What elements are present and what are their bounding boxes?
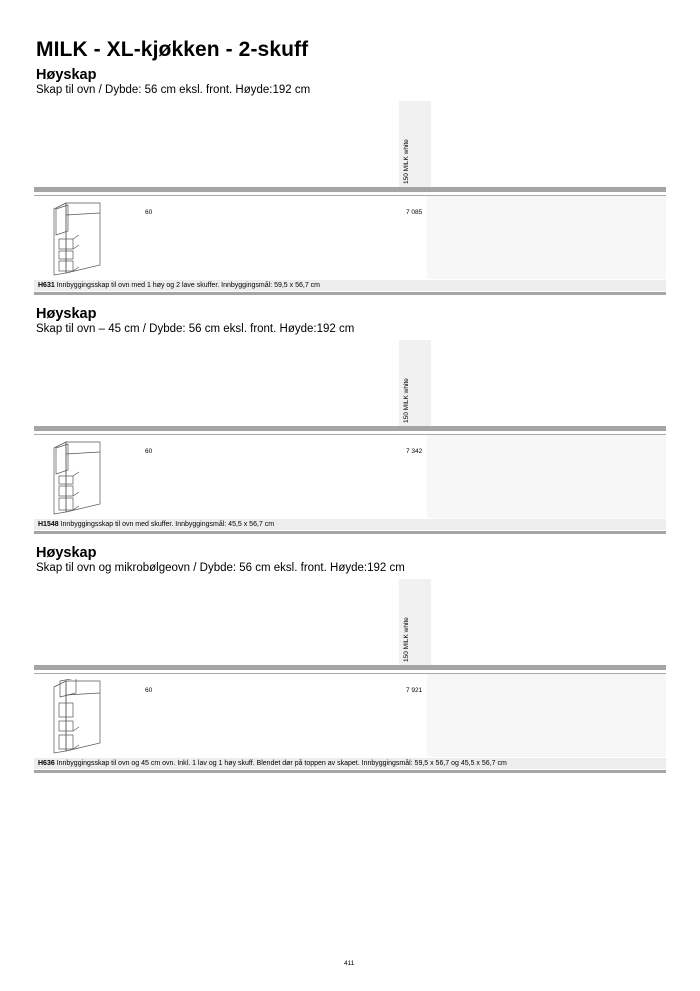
price-value: 7 085 <box>406 209 423 216</box>
product-section <box>0 306 700 538</box>
row-background <box>427 674 666 757</box>
product-description <box>38 760 507 767</box>
section-heading: Høyskap <box>36 306 97 322</box>
divider-rule <box>34 187 666 192</box>
divider-rule <box>34 426 666 431</box>
product-section <box>0 545 700 777</box>
product-code: H636 <box>38 760 55 767</box>
description-text: Innbyggingsskap til ovn og 45 cm ovn. Inkl. 1 lav og 1 høy skuff. Blendet dør på toppen av skapet. Innbyggingsmål: 59,5 x 56,7 og 45,5 x 56,7 cm <box>56 760 507 767</box>
column-label: 150 MILK white <box>403 378 410 423</box>
page-number: 411 <box>344 960 355 967</box>
section-subheading: Skap til ovn og mikrobølgeovn / Dybde: 56 cm eksl. front. Høyde:192 cm <box>36 562 405 574</box>
section-subheading: Skap til ovn / Dybde: 56 cm eksl. front. Høyde:192 cm <box>36 84 311 96</box>
row-background <box>427 196 666 279</box>
divider-rule <box>34 531 666 534</box>
divider-rule <box>34 292 666 295</box>
divider-rule <box>34 665 666 670</box>
cabinet-illustration <box>46 440 104 515</box>
product-code: H1548 <box>38 521 59 528</box>
product-description <box>38 521 274 528</box>
column-label: 150 MILK white <box>403 617 410 662</box>
width-value: 60 <box>145 687 153 694</box>
description-text: Innbyggingsskap til ovn med skuffer. Innbyggingsmål: 45,5 x 56,7 cm <box>60 521 275 528</box>
section-heading: Høyskap <box>36 67 97 83</box>
section-subheading: Skap til ovn – 45 cm / Dybde: 56 cm eksl. front. Høyde:192 cm <box>36 323 355 335</box>
product-code: H631 <box>38 282 55 289</box>
column-label: 150 MILK white <box>403 139 410 184</box>
price-value: 7 921 <box>406 687 423 694</box>
cabinet-illustration <box>46 201 104 276</box>
product-description <box>38 282 320 289</box>
page-title: MILK - XL-kjøkken - 2-skuff <box>36 38 309 61</box>
section-heading: Høyskap <box>36 545 97 561</box>
divider-rule <box>34 770 666 773</box>
description-text: Innbyggingsskap til ovn med 1 høy og 2 lave skuffer. Innbyggingsmål: 59,5 x 56,7 cm <box>56 282 320 289</box>
width-value: 60 <box>145 209 153 216</box>
price-value: 7 342 <box>406 448 423 455</box>
cabinet-illustration <box>46 679 104 754</box>
width-value: 60 <box>145 448 153 455</box>
row-background <box>427 435 666 518</box>
product-section <box>0 67 700 299</box>
